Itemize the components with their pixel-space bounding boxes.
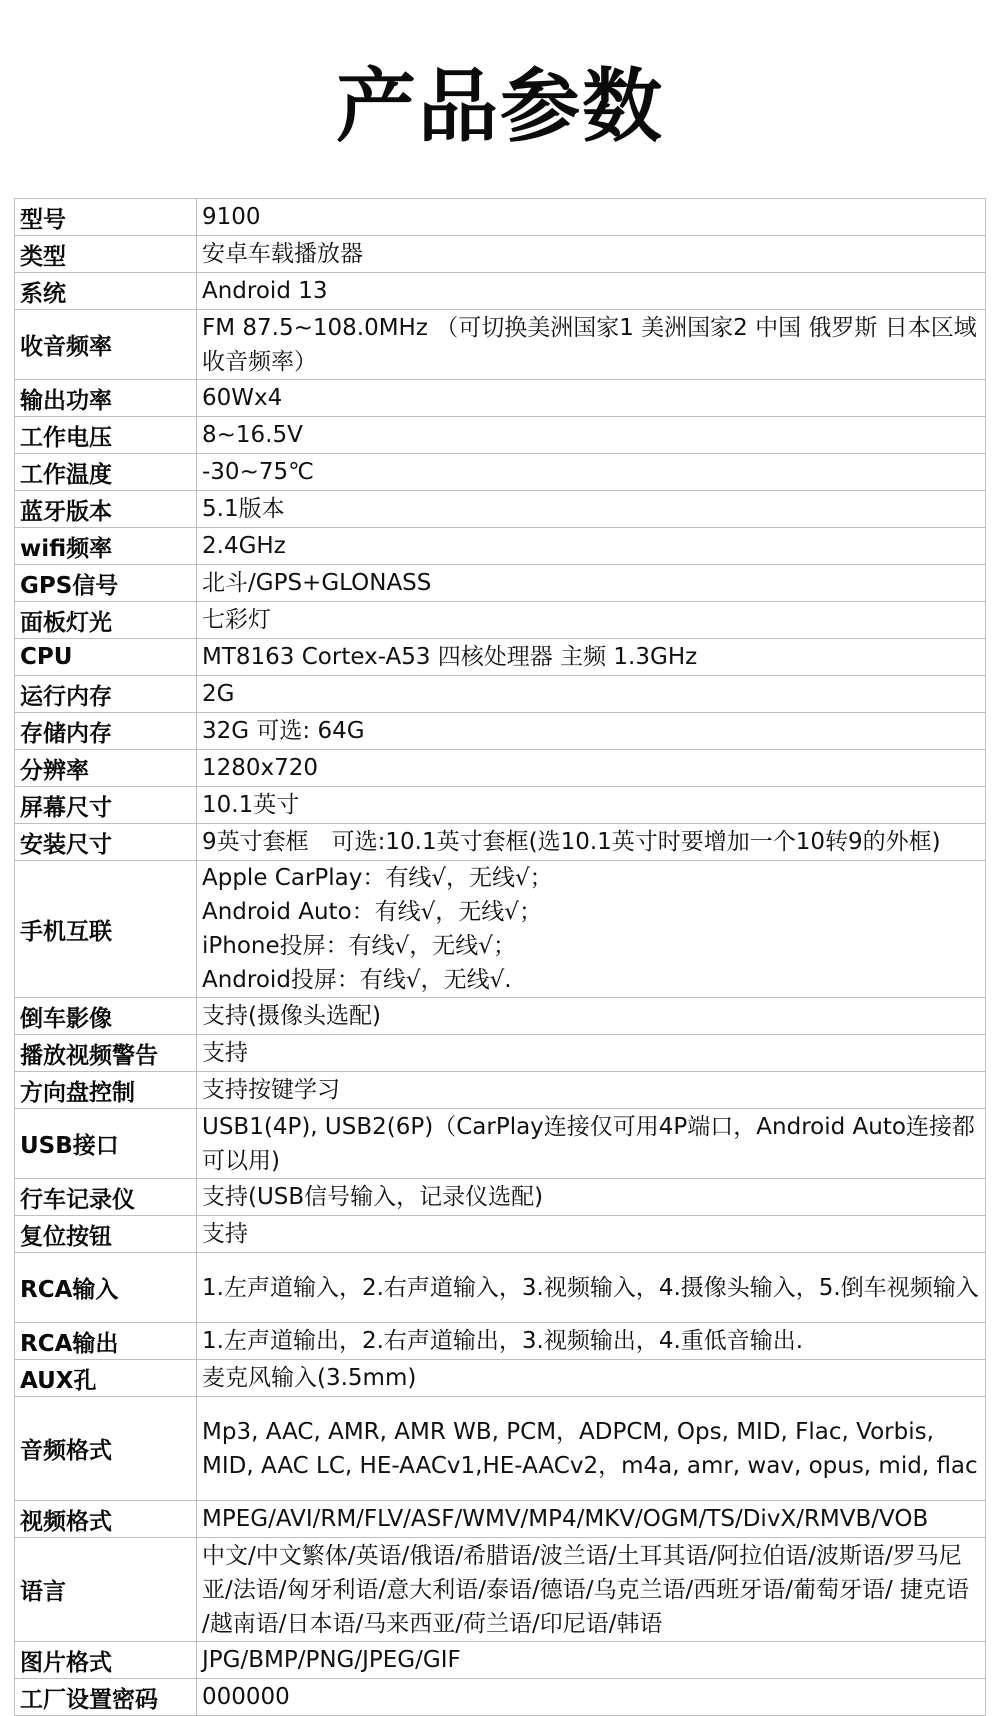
table-row — [15, 491, 986, 528]
spec-value: FM 87.5~108.0MHz （可切换美洲国家1 美洲国家2 中国 俄罗斯 日本区域收音频率） — [197, 310, 986, 380]
spec-label: 收音频率 — [15, 310, 197, 380]
spec-value: 10.1英寸 — [197, 787, 986, 824]
table-row — [15, 1538, 986, 1642]
spec-label: 音频格式 — [15, 1397, 197, 1501]
table-row — [15, 417, 986, 454]
table-row — [15, 1397, 986, 1501]
spec-label: 运行内存 — [15, 676, 197, 713]
spec-label: RCA输入 — [15, 1253, 197, 1323]
spec-value: 北斗/GPS+GLONASS — [197, 565, 986, 602]
spec-label: 复位按钮 — [15, 1216, 197, 1253]
spec-value: 1.左声道输入，2.右声道输入，3.视频输入，4.摄像头输入，5.倒车视频输入 — [197, 1253, 986, 1323]
table-row — [15, 199, 986, 236]
page-title: 产品参数 — [336, 60, 664, 153]
spec-label: 工作温度 — [15, 454, 197, 491]
spec-value: USB1(4P), USB2(6P)（CarPlay连接仅可用4P端口，Android Auto连接都可以用) — [197, 1109, 986, 1179]
spec-label: 工作电压 — [15, 417, 197, 454]
table-row — [15, 1323, 986, 1360]
spec-value-line: iPhone投屏：有线√，无线√； — [202, 933, 516, 959]
spec-value: 32G 可选: 64G — [197, 713, 986, 750]
spec-value: 1280x720 — [197, 750, 986, 787]
spec-label: USB接口 — [15, 1109, 197, 1179]
spec-value-line: Apple CarPlay：有线√，无线√； — [202, 865, 553, 891]
spec-label: CPU — [15, 639, 197, 676]
table-row — [15, 528, 986, 565]
spec-value: 中文/中文繁体/英语/俄语/希腊语/波兰语/土耳其语/阿拉伯语/波斯语/罗马尼亚/法语/匈牙利语/意大利语/泰语/德语/乌克兰语/西班牙语/葡萄牙语/ 捷克语 /越南语/日本语/马来西亚/荷兰语/印尼语/韩语 — [197, 1538, 986, 1642]
table-row — [15, 380, 986, 417]
spec-value: JPG/BMP/PNG/JPEG/GIF — [197, 1642, 986, 1679]
table-row — [15, 602, 986, 639]
spec-label: wifi频率 — [15, 528, 197, 565]
table-row — [15, 824, 986, 861]
table-row — [15, 1035, 986, 1072]
spec-label: 手机互联 — [15, 861, 197, 998]
table-row — [15, 1179, 986, 1216]
spec-value: 支持 — [197, 1035, 986, 1072]
spec-value-line: Android Auto：有线√，无线√； — [202, 899, 542, 925]
table-row — [15, 1216, 986, 1253]
spec-value: 5.1版本 — [197, 491, 986, 528]
spec-label: 分辨率 — [15, 750, 197, 787]
table-row — [15, 1642, 986, 1679]
spec-label: 存储内存 — [15, 713, 197, 750]
table-row — [15, 1679, 986, 1716]
table-row — [15, 236, 986, 273]
spec-value: 9英寸套框 可选:10.1英寸套框(选10.1英寸时要增加一个10转9的外框) — [197, 824, 986, 861]
spec-label: 视频格式 — [15, 1501, 197, 1538]
table-row — [15, 273, 986, 310]
spec-label: 倒车影像 — [15, 998, 197, 1035]
table-row — [15, 1109, 986, 1179]
table-row — [15, 676, 986, 713]
spec-label: 输出功率 — [15, 380, 197, 417]
spec-label: 方向盘控制 — [15, 1072, 197, 1109]
spec-value: -30~75℃ — [197, 454, 986, 491]
table-row — [15, 454, 986, 491]
table-row — [15, 565, 986, 602]
spec-label: GPS信号 — [15, 565, 197, 602]
spec-value: Android 13 — [197, 273, 986, 310]
spec-label: 蓝牙版本 — [15, 491, 197, 528]
spec-value: 8~16.5V — [197, 417, 986, 454]
spec-value: MPEG/AVI/RM/FLV/ASF/WMV/MP4/MKV/OGM/TS/DivX/RMVB/VOB — [197, 1501, 986, 1538]
spec-value: Mp3, AAC, AMR, AMR WB, PCM，ADPCM, Ops, MID, Flac, Vorbis, MID, AAC LC, HE-AACv1,HE-AACv2，m4a, amr, wav, opus, mid, flac — [197, 1397, 986, 1501]
spec-label: 类型 — [15, 236, 197, 273]
spec-label: RCA输出 — [15, 1323, 197, 1360]
table-row — [15, 787, 986, 824]
spec-label: 面板灯光 — [15, 602, 197, 639]
spec-value — [197, 861, 986, 998]
spec-label: 型号 — [15, 199, 197, 236]
spec-label: 行车记录仪 — [15, 1179, 197, 1216]
spec-value: 60Wx4 — [197, 380, 986, 417]
spec-value: 支持按键学习 — [197, 1072, 986, 1109]
table-row — [15, 1072, 986, 1109]
table-row — [15, 1501, 986, 1538]
table-row — [15, 1253, 986, 1323]
table-row — [15, 861, 986, 998]
spec-label: 图片格式 — [15, 1642, 197, 1679]
table-row — [15, 1360, 986, 1397]
spec-value: 支持(USB信号输入，记录仪选配) — [197, 1179, 986, 1216]
spec-label: 播放视频警告 — [15, 1035, 197, 1072]
spec-value: 000000 — [197, 1679, 986, 1716]
spec-label: 安装尺寸 — [15, 824, 197, 861]
spec-value: MT8163 Cortex-A53 四核处理器 主频 1.3GHz — [197, 639, 986, 676]
spec-value: 9100 — [197, 199, 986, 236]
spec-label: 系统 — [15, 273, 197, 310]
table-row — [15, 639, 986, 676]
table-row — [15, 750, 986, 787]
spec-label: 屏幕尺寸 — [15, 787, 197, 824]
spec-value: 麦克风输入(3.5mm) — [197, 1360, 986, 1397]
spec-value: 七彩灯 — [197, 602, 986, 639]
spec-label: 工厂设置密码 — [15, 1679, 197, 1716]
table-row — [15, 310, 986, 380]
spec-table — [14, 198, 986, 1716]
spec-label: AUX孔 — [15, 1360, 197, 1397]
spec-value: 安卓车载播放器 — [197, 236, 986, 273]
spec-value: 2.4GHz — [197, 528, 986, 565]
table-row — [15, 998, 986, 1035]
table-row — [15, 713, 986, 750]
spec-value: 支持(摄像头选配) — [197, 998, 986, 1035]
spec-label: 语言 — [15, 1538, 197, 1642]
spec-value: 1.左声道输出，2.右声道输出，3.视频输出，4.重低音输出. — [197, 1323, 986, 1360]
spec-value: 2G — [197, 676, 986, 713]
spec-value: 支持 — [197, 1216, 986, 1253]
spec-value-line: Android投屏：有线√，无线√. — [202, 967, 512, 993]
